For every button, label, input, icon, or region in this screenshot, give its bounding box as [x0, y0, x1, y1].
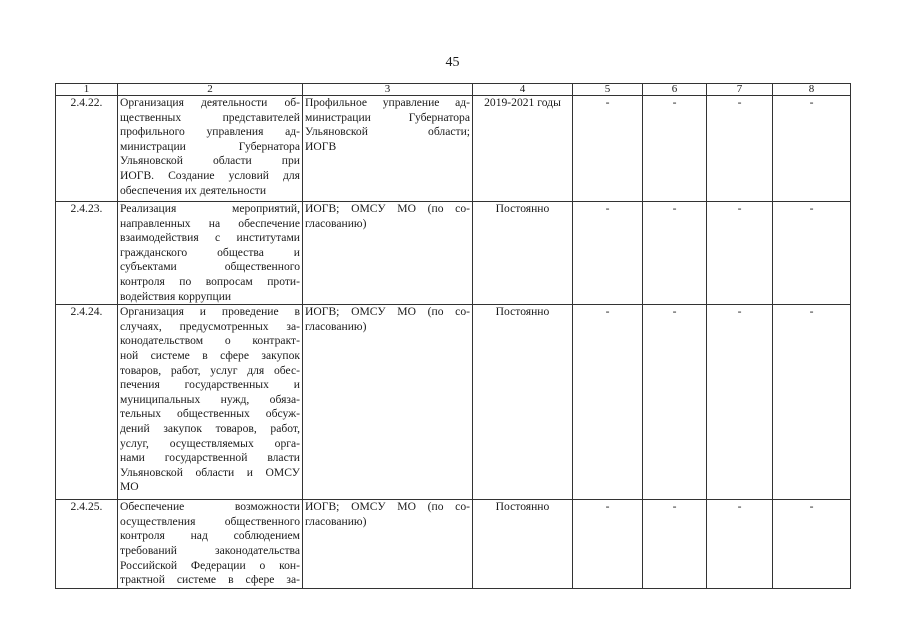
text-line: Ульяновской области и ОМСУ	[120, 465, 300, 479]
text-line: ной системе в сфере закупок	[120, 348, 300, 362]
value-cell: -	[773, 500, 851, 589]
text-line: муниципальных нужд, обяза-	[120, 392, 300, 406]
text-line: трактной системе в сфере за-	[120, 573, 300, 587]
column-header: 8	[773, 84, 851, 96]
table-row	[56, 305, 851, 500]
value-cell: -	[773, 305, 851, 500]
text-line: тельных общественных обсуж-	[120, 407, 300, 421]
text-line: контроля над соблюдением	[120, 529, 300, 543]
text-line: услуг, осуществляемых орга-	[120, 436, 300, 450]
column-header: 3	[303, 84, 473, 96]
term-cell: Постоянно	[473, 500, 573, 589]
row-number: 2.4.25.	[56, 500, 118, 589]
text-line: требований законодательства	[120, 543, 300, 557]
executor-text	[303, 500, 473, 589]
text-line: Российской Федерации о кон-	[120, 558, 300, 572]
value-cell: -	[643, 202, 707, 305]
value-cell: -	[773, 202, 851, 305]
text-line: гражданского общества и	[120, 245, 300, 259]
row-number: 2.4.23.	[56, 202, 118, 305]
text-line: ИОГВ; ОМСУ МО (по со-	[305, 500, 470, 514]
text-line: Обеспечение возможности	[120, 500, 300, 514]
text-line: ИОГВ; ОМСУ МО (по со-	[305, 202, 470, 215]
measure-text	[118, 96, 303, 202]
value-cell: -	[707, 96, 773, 202]
text-line: Организация и проведение в	[120, 305, 300, 319]
value-cell: -	[643, 500, 707, 589]
page-bottom-margin	[55, 595, 850, 640]
text-line: Профильное управление ад-	[305, 96, 470, 109]
column-header: 5	[573, 84, 643, 96]
measure-text	[118, 202, 303, 305]
table-row	[56, 500, 851, 589]
text-line: субъектами общественного	[120, 260, 300, 274]
text-line: конодательством о контракт-	[120, 334, 300, 348]
value-cell: -	[573, 96, 643, 202]
text-line: ИОГВ. Создание условий для	[120, 168, 300, 182]
column-header: 1	[56, 84, 118, 96]
value-cell: -	[573, 202, 643, 305]
row-number: 2.4.22.	[56, 96, 118, 202]
text-line: водействия коррупции	[120, 289, 232, 303]
value-cell: -	[707, 500, 773, 589]
term-cell: Постоянно	[473, 202, 573, 305]
value-cell: -	[643, 305, 707, 500]
header-row	[56, 84, 851, 96]
value-cell: -	[773, 96, 851, 202]
executor-text	[303, 96, 473, 202]
text-line: направленных на обеспечение	[120, 216, 300, 230]
value-cell: -	[707, 305, 773, 500]
text-line: Ульяновской области;	[305, 125, 470, 139]
text-line: осуществления общественного	[120, 514, 300, 528]
table-row	[56, 96, 851, 202]
row-number: 2.4.24.	[56, 305, 118, 500]
text-line: гласованию)	[305, 319, 367, 333]
text-line: Организация деятельности об-	[120, 96, 300, 109]
column-header: 4	[473, 84, 573, 96]
value-cell: -	[707, 202, 773, 305]
value-cell: -	[643, 96, 707, 202]
text-line: МО	[120, 480, 139, 494]
text-line: нами государственной власти	[120, 451, 300, 465]
measure-text	[118, 305, 303, 500]
text-line: гласованию)	[305, 216, 367, 230]
text-line: Ульяновской области при	[120, 154, 300, 168]
text-line: дений закупок товаров, работ,	[120, 421, 300, 435]
text-line: ИОГВ; ОМСУ МО (по со-	[305, 305, 470, 319]
text-line: контроля по вопросам проти-	[120, 274, 300, 288]
text-line: товаров, работ, услуг для обес-	[120, 363, 300, 377]
measures-table	[55, 83, 851, 589]
term-cell: 2019-2021 годы	[473, 96, 573, 202]
text-line: Реализация мероприятий,	[120, 202, 300, 215]
executor-text	[303, 305, 473, 500]
term-cell: Постоянно	[473, 305, 573, 500]
text-line: случаях, предусмотренных за-	[120, 319, 300, 333]
text-line: профильного управления ад-	[120, 125, 300, 139]
text-line: взаимодействия с институтами	[120, 231, 300, 245]
value-cell: -	[573, 500, 643, 589]
text-line: министрации Губернатора	[120, 139, 300, 153]
page-number: 45	[445, 55, 460, 70]
text-line: гласованию)	[305, 514, 367, 528]
executor-text	[303, 202, 473, 305]
text-line: министрации Губернатора	[305, 110, 470, 124]
column-header: 2	[118, 84, 303, 96]
column-header: 7	[707, 84, 773, 96]
value-cell: -	[573, 305, 643, 500]
column-header: 6	[643, 84, 707, 96]
table-row	[56, 202, 851, 305]
text-line: щественных представителей	[120, 110, 300, 124]
text-line: печения государственных и	[120, 378, 300, 392]
text-line: обеспечения их деятельности	[120, 183, 267, 197]
measure-text	[118, 500, 303, 589]
text-line: ИОГВ	[305, 139, 337, 153]
